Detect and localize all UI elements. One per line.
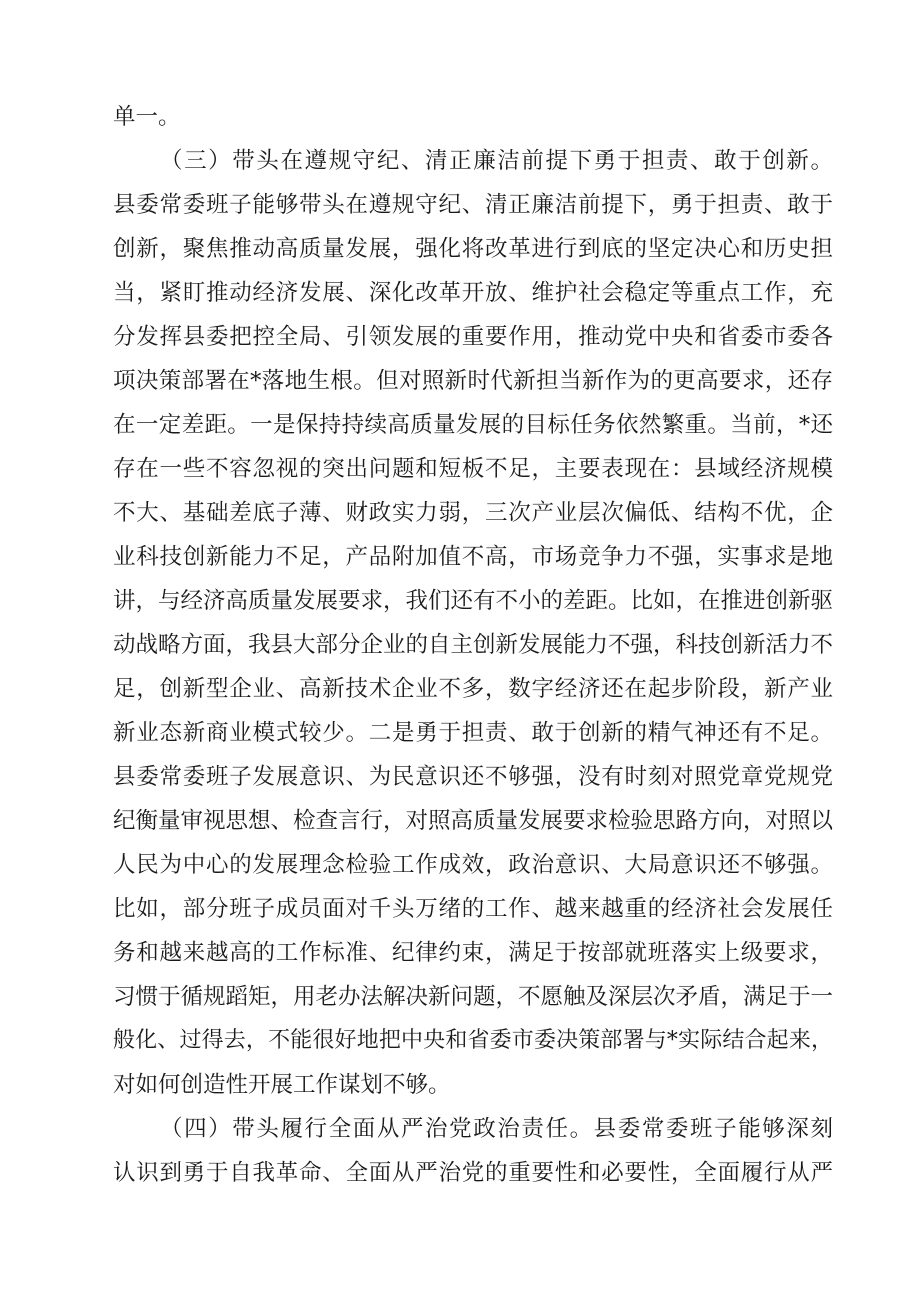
paragraph-line: 动战略方面，我县大部分企业的自主创新发展能力不强，科技创新活力不 — [113, 632, 834, 658]
paragraph-line: 单一。 — [113, 104, 181, 130]
paragraph-line: 县委常委班子发展意识、为民意识还不够强，没有时刻对照党章党规党 — [113, 764, 833, 790]
paragraph-line: 人民为中心的发展理念检验工作成效，政治意识、大局意识还不够强。 — [113, 852, 833, 878]
paragraph-line: 分发挥县委把控全局、引领发展的重要作用，推动党中央和省委市委各 — [113, 324, 833, 350]
paragraph-line: 足，创新型企业、高新技术企业不多，数字经济还在起步阶段，新产业 — [113, 676, 833, 702]
paragraph-line: 认识到勇于自我革命、全面从严治党的重要性和必要性，全面履行从严 — [113, 1160, 833, 1186]
paragraph-line: 当，紧盯推动经济发展、深化改革开放、维护社会稳定等重点工作，充 — [113, 280, 833, 306]
section-heading-3: （三）带头在遵规守纪、清正廉洁前提下勇于担责、敢于创新。 — [160, 148, 833, 174]
paragraph-line: 在一定差距。一是保持持续高质量发展的目标任务依然繁重。当前，*还 — [113, 412, 833, 438]
paragraph-line: 不大、基础差底子薄、财政实力弱，三次产业层次偏低、结构不优，企 — [113, 500, 833, 526]
paragraph-line: 县委常委班子能够带头在遵规守纪、清正廉洁前提下，勇于担责、敢于 — [113, 192, 833, 218]
paragraph-line: 业科技创新能力不足，产品附加值不高，市场竞争力不强，实事求是地 — [113, 544, 833, 570]
paragraph-line: 般化、过得去，不能很好地把中央和省委市委决策部署与*实际结合起来， — [113, 1028, 833, 1053]
paragraph-line: 新业态新商业模式较少。二是勇于担责、敢于创新的精气神还有不足。 — [113, 720, 833, 746]
section-heading-4: （四）带头履行全面从严治党政治责任。县委常委班子能够深刻 — [160, 1116, 833, 1142]
paragraph-line: 纪衡量审视思想、检查言行，对照高质量发展要求检验思路方向，对照以 — [113, 808, 834, 834]
paragraph-line: 比如，部分班子成员面对千头万绪的工作、越来越重的经济社会发展任 — [113, 896, 833, 922]
paragraph-line: 讲，与经济高质量发展要求，我们还有不小的差距。比如，在推进创新驱 — [113, 588, 834, 614]
paragraph-line: 项决策部署在*落地生根。但对照新时代新担当新作为的更高要求，还存 — [113, 368, 833, 394]
paragraph-line: 习惯于循规蹈矩，用老办法解决新问题，不愿触及深层次矛盾，满足于一 — [113, 984, 834, 1010]
paragraph-line: 对如何创造性开展工作谋划不够。 — [113, 1072, 451, 1098]
paragraph-line: 务和越来越高的工作标准、纪律约束，满足于按部就班落实上级要求， — [113, 940, 833, 966]
paragraph-line: 创新，聚焦推动高质量发展，强化将改革进行到底的坚定决心和历史担 — [113, 236, 833, 262]
paragraph-line: 存在一些不容忽视的突出问题和短板不足，主要表现在：县域经济规模 — [113, 456, 833, 482]
